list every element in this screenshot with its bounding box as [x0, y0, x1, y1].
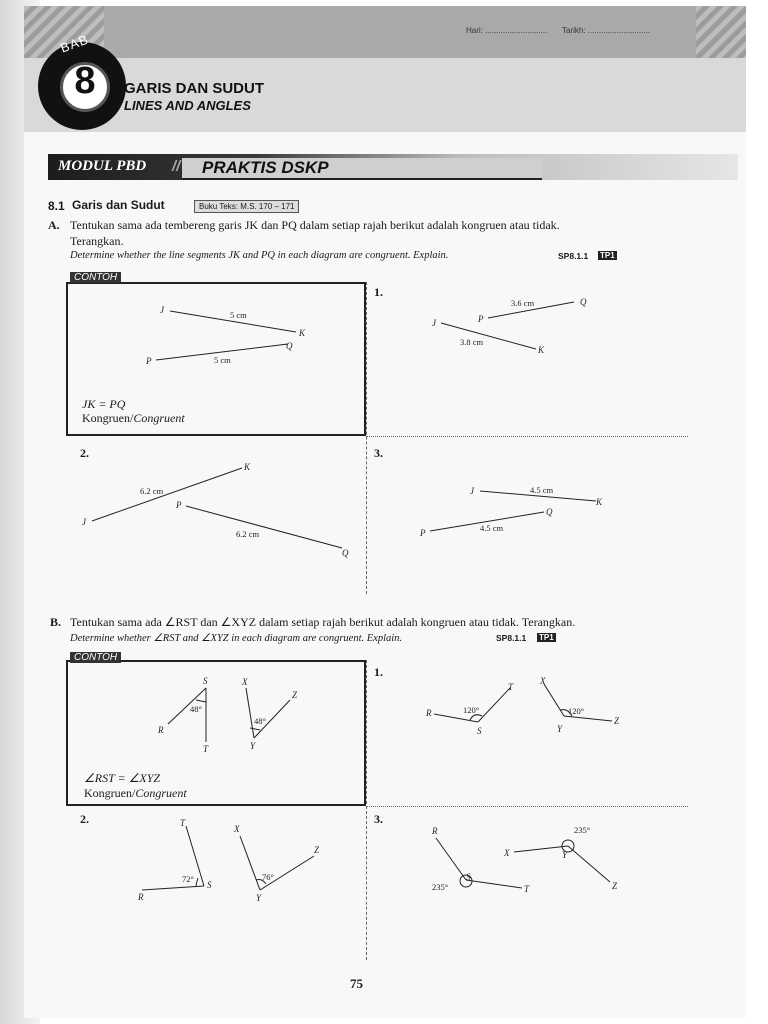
q1B-point-z: Z [614, 716, 620, 726]
q1B-point-x: X [540, 676, 546, 686]
exB-angle-xyz: 48° [254, 716, 266, 726]
q1-point-j: J [432, 318, 436, 328]
q3B-angle-xyz: 235° [574, 825, 591, 835]
praktis-label: PRAKTIS DSKP [202, 158, 329, 177]
q1B-point-s: S [477, 726, 482, 736]
partA-text-ms2: Terangkan. [70, 234, 124, 248]
partA-text-en: Determine whether the line segments JK and PQ in each diagram are congruent. Explain. [70, 250, 449, 261]
exB-arc-xyz [250, 728, 260, 730]
tarikh-field[interactable]: Tarikh: ............................ [562, 26, 651, 35]
chapter-tag: BAB [58, 31, 91, 56]
ex-label-jk: 5 cm [230, 310, 247, 320]
q2B-point-r: R [138, 892, 144, 902]
q1-label-jk: 3.8 cm [460, 337, 484, 347]
q2B-point-z: Z [314, 845, 320, 855]
partA-example-answer: JK = PQ [82, 397, 126, 411]
q2B-angle-rst: 72° [182, 874, 194, 884]
q3B-ray-yz [568, 846, 610, 882]
partB-example-answer: ∠RST = ∠XYZ [84, 771, 161, 785]
q3-label-pq: 4.5 cm [480, 523, 504, 533]
ex-label-pq: 5 cm [214, 355, 231, 365]
partA-sp-code: SP8.1.1 [558, 251, 589, 261]
page-number: 75 [350, 976, 363, 991]
exB-point-t: T [203, 744, 209, 754]
partA-letter: A. [48, 218, 60, 232]
exB-point-r: R [158, 725, 164, 735]
hari-field[interactable]: Hari: ............................ [466, 26, 548, 35]
partB-q2-number: 2. [80, 812, 89, 826]
partA-q2-number: 2. [80, 446, 89, 460]
q1B-ray-yx [544, 684, 564, 716]
partA-q3-number: 3. [374, 446, 383, 460]
q3B-ray-yx [514, 846, 568, 852]
q2B-point-x: X [234, 824, 240, 834]
exB-ray-yx [246, 688, 254, 738]
q2B-point-s: S [207, 880, 212, 890]
q2B-point-y: Y [256, 893, 262, 903]
q1-label-pq: 3.6 cm [511, 298, 535, 308]
partA-example-result-en: Congruent [133, 411, 185, 425]
q3-point-q: Q [546, 507, 553, 517]
chapter-title-en: LINES AND ANGLES [124, 98, 251, 113]
q1B-angle-rst: 120° [463, 705, 480, 715]
section-title: Garis dan Sudut [72, 198, 165, 212]
partB-contoh-tag: CONTOH [70, 652, 121, 663]
q3B-ray-st [466, 880, 522, 888]
q1B-point-r: R [426, 708, 432, 718]
q1-point-p: P [478, 314, 484, 324]
ex-point-p: P [146, 356, 152, 366]
q1B-point-y: Y [557, 724, 563, 734]
exB-arc-rst [196, 700, 206, 702]
q3-label-jk: 4.5 cm [530, 485, 554, 495]
partB-q1-number: 1. [374, 665, 383, 679]
q2-point-k: K [244, 462, 251, 472]
q1-point-q: Q [580, 297, 587, 307]
partB-example-result-en: Congruent [135, 786, 187, 800]
q3B-point-z: Z [612, 881, 618, 891]
buku-teks-tag: Buku Teks: M.S. 170 – 171 [194, 200, 299, 213]
exB-point-s: S [203, 676, 208, 686]
q1B-ray-st [478, 688, 510, 722]
chapter-title-ms: GARIS DAN SUDUT [124, 80, 265, 97]
partB-example-result-ms: Kongruen/ [84, 786, 136, 800]
q2B-ray-yx [240, 836, 260, 890]
q3B-point-s: S [466, 872, 471, 882]
partB-text-ms: Tentukan sama ada ∠RST dan ∠XYZ dalam setiap rajah berikut adalah kongruen atau tidak. Terangkan. [70, 615, 576, 629]
q3B-ray-sr [436, 838, 466, 880]
q2B-ray-sr [142, 886, 204, 890]
q1B-point-t: T [508, 682, 514, 692]
section-number: 8.1 [48, 199, 65, 213]
q2-label-jk: 6.2 cm [140, 486, 164, 496]
q3B-point-r: R [432, 826, 438, 836]
partB-sp-code: SP8.1.1 [496, 633, 527, 643]
q1B-ray-yz [564, 716, 612, 721]
exB-point-z: Z [292, 690, 298, 700]
q1B-angle-xyz: 120° [568, 706, 585, 716]
modul-separator: // [172, 158, 181, 175]
q3-point-j: J [470, 486, 474, 496]
partB-tp-badge: TP1 [539, 633, 554, 642]
q2B-point-t: T [180, 818, 186, 828]
q2-label-pq: 6.2 cm [236, 529, 260, 539]
q2-point-p: P [176, 500, 182, 510]
exB-angle-rst: 48° [190, 704, 202, 714]
partB-q3-number: 3. [374, 812, 383, 826]
q3B-angle-rst: 235° [432, 882, 449, 892]
ex-point-k: K [299, 328, 306, 338]
ex-point-q: Q [286, 341, 293, 351]
q3B-point-t: T [524, 884, 530, 894]
q2-point-j: J [82, 517, 86, 527]
q2B-angle-xyz: 76° [262, 872, 274, 882]
modul-label: MODUL PBD [58, 158, 147, 174]
partA-tp-badge: TP1 [600, 251, 615, 260]
partB-text-en: Determine whether ∠RST and ∠XYZ in each diagram are congruent. Explain. [70, 633, 403, 644]
partA-contoh-tag: CONTOH [70, 272, 121, 283]
q1-point-k: K [538, 345, 545, 355]
q3B-point-x: X [504, 848, 510, 858]
ex-point-j: J [160, 305, 164, 315]
partA-q1-number: 1. [374, 285, 383, 299]
q3B-point-y: Y [562, 850, 568, 860]
exB-point-x: X [242, 677, 248, 687]
exB-point-y: Y [250, 741, 256, 751]
chapter-number: 8 [74, 60, 96, 102]
partB-letter: B. [50, 615, 62, 629]
partA-example-result-ms: Kongruen/ [82, 411, 134, 425]
q2-point-q: Q [342, 548, 349, 558]
q3-point-k: K [596, 497, 603, 507]
q3-point-p: P [420, 528, 426, 538]
q2B-arc-rst [196, 878, 198, 887]
partA-text-ms: Tentukan sama ada tembereng garis JK dan PQ dalam setiap rajah berikut adalah kongruen atau tidak. [70, 218, 560, 232]
